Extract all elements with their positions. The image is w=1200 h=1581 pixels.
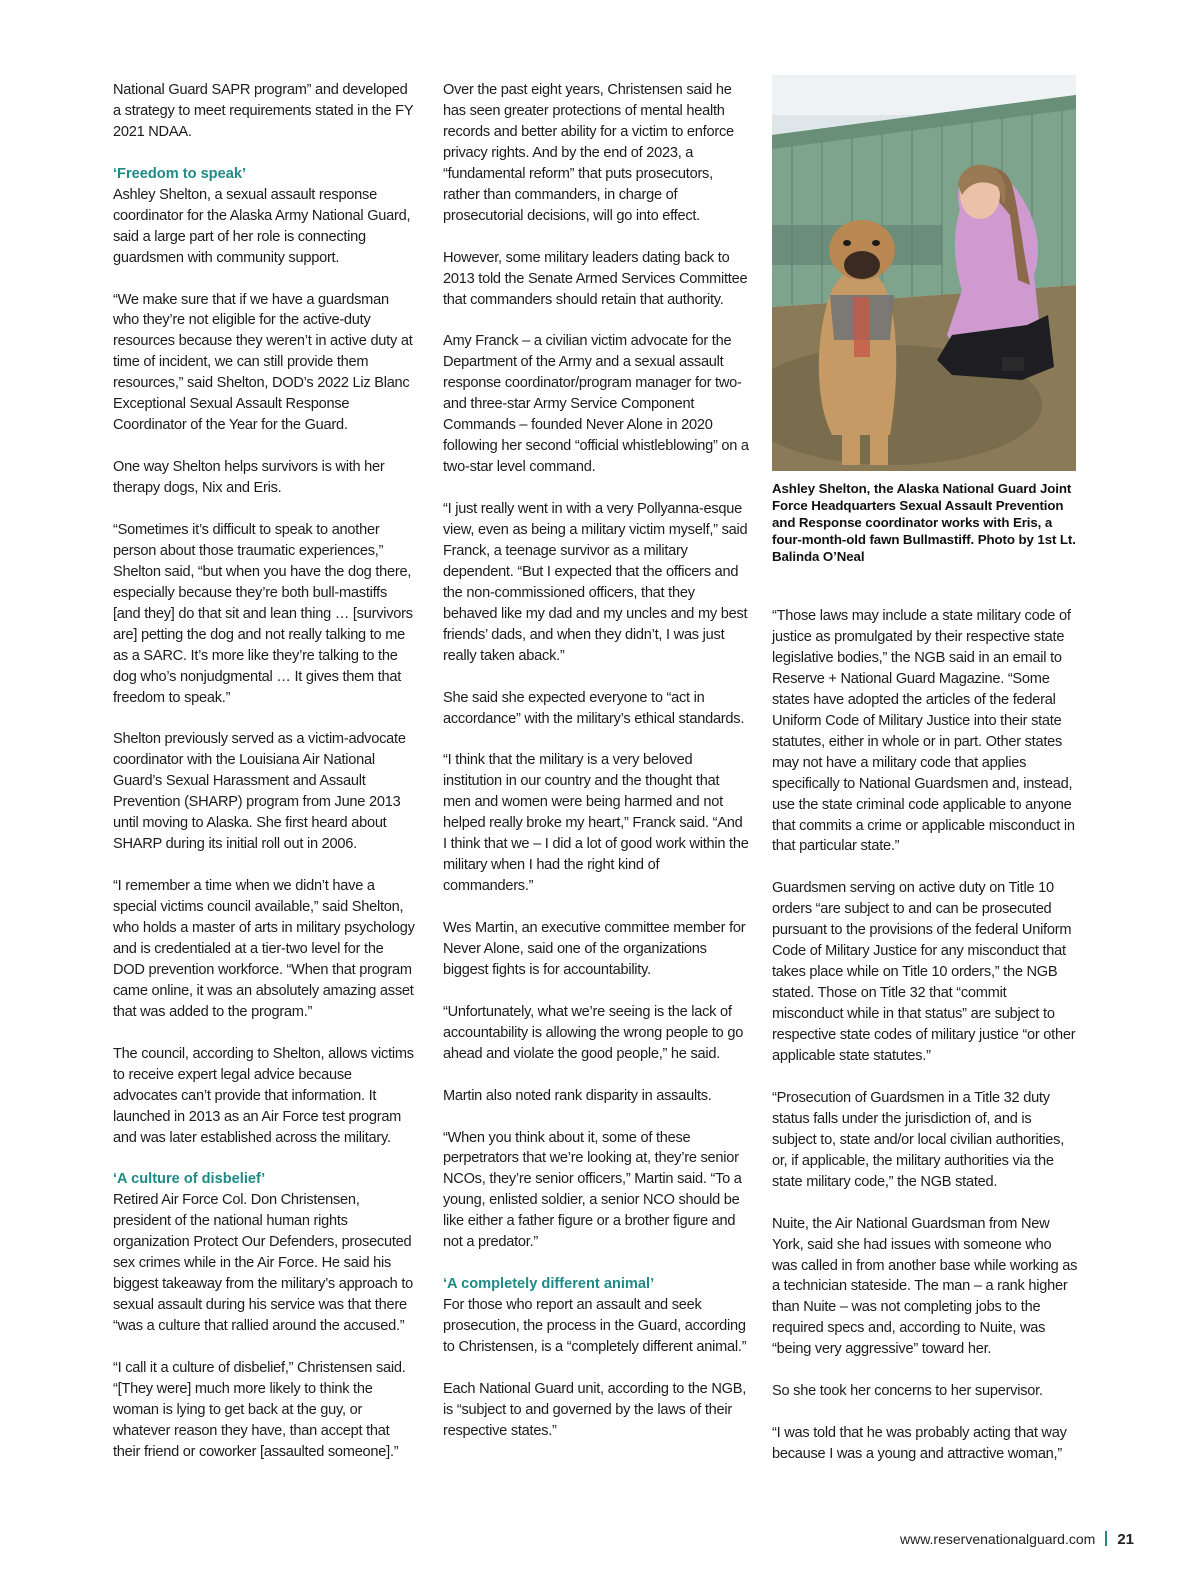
- paragraph: One way Shelton helps survivors is with her therapy dogs, Nix and Eris.: [113, 459, 385, 497]
- woman-with-dog-photo: [772, 75, 1076, 471]
- paragraph: Guardsmen serving on active duty on Title 10 orders “are subject to and can be prosecuted pursuant to the provisions of the federal Uniform Code of Military Justice for any misconduct that takes place while on Title 10 orders,” the NGB stated. Those on Title 32 that “commit misconduct while in that status” are subject to respective state codes of military justice “or other applicable state statutes.”: [772, 880, 1076, 1064]
- paragraph: “Prosecution of Guardsmen in a Title 32 duty status falls under the jurisdiction of, and is subject to, state and/or local civilian authorities, or, if applicable, the military authorities via the state military code,” the NGB stated.: [772, 1089, 1065, 1190]
- article-column-2: [443, 80, 749, 1463]
- paragraph: Martin also noted rank disparity in assaults.: [443, 1087, 712, 1104]
- paragraph: “Unfortunately, what we’re seeing is the lack of accountability is allowing the wrong people to go ahead and violate the good people,” he said.: [443, 1003, 744, 1062]
- paragraph: Wes Martin, an executive committee member for Never Alone, said one of the organizations biggest fights is for accountability.: [443, 920, 746, 978]
- paragraph: Each National Guard unit, according to the NGB, is “subject to and governed by the laws of their respective states.”: [443, 1380, 746, 1439]
- article-column-3: [772, 606, 1078, 1486]
- section-heading: ‘Freedom to speak’: [113, 165, 247, 182]
- paragraph: “When you think about it, some of these perpetrators that we’re looking at, they’re senior NCOs, they’re senior officers,” Martin said. “To a young, enlisted soldier, a senior NCO should be like either a father figure or a brother figure and not a predator.”: [443, 1129, 742, 1251]
- section-heading: ‘A completely different animal’: [443, 1276, 655, 1293]
- paragraph: Over the past eight years, Christensen said he has seen greater protections of mental health records and better ability for a victim to enforce privacy rights. And by the end of 2023, a “fundamental reform” that puts prosecutors, rather than commanders, in charge of prosecutorial decisions, will go into effect.: [443, 82, 734, 224]
- article-photo: [772, 75, 1076, 471]
- page-number: 21: [1117, 1531, 1134, 1548]
- website-url: www.reservenationalguard.com: [899, 1531, 1096, 1547]
- section-heading: ‘A culture of disbelief’: [113, 1171, 266, 1188]
- paragraph: Ashley Shelton, a sexual assault response coordinator for the Alaska Army National Guard, said a large part of her role is connecting guardsmen with community support.: [113, 186, 411, 266]
- paragraph: “I remember a time when we didn’t have a special victims council available,” said Shelton, who holds a master of arts in military psychology and is credentialed at a tier-two level for the DOD prevention workforce. “When that program came online, it was an absolutely amazing asset that was added to the program.”: [113, 878, 415, 1020]
- paragraph: “We make sure that if we have a guardsman who they’re not eligible for the active-duty resources because they weren’t in active duty at time of incident, we can still provide them resources,” said Shelton, DOD’s 2022 Liz Blanc Exceptional Sexual Assault Response Coordinator of the Year for the Guard.: [113, 291, 413, 434]
- paragraph: Shelton previously served as a victim-advocate coordinator with the Louisiana Air National Guard’s Sexual Harassment and Assault Prevention (SHARP) program from June 2013 until moving to Alaska. She first heard about SHARP during its initial roll out in 2006.: [113, 731, 406, 853]
- paragraph: “I think that the military is a very beloved institution in our country and the thought that men and women were being harmed and not helped really broke my heart,” Franck said. “And I think that we – I did a lot of good work within the military when I had the right kind of commanders.”: [443, 752, 749, 895]
- paragraph: National Guard SAPR program” and developed a strategy to meet requirements stated in the FY 2021 NDAA.: [113, 82, 414, 140]
- paragraph: Nuite, the Air National Guardsman from New York, said she had issues with someone who was called in from another base while working as a technician stateside. The man – a rank higher than Nuite – was not completing jobs to the required specs and, according to Nuite, was “being very aggressive” toward her.: [772, 1215, 1078, 1358]
- paragraph: Amy Franck – a civilian victim advocate for the Department of the Army and a sexual assault response coordinator/program manager for two- and three-star Army Service Component Commands – founded Never Alone in 2020 following her second “official whistleblowing” on a two-star level command.: [443, 333, 749, 476]
- paragraph: “I call it a culture of disbelief,” Christensen said. “[They were] much more likely to think the woman is lying to get back at the guy, or whatever reason they have, than accept that their friend or coworker [assaulted someone].”: [113, 1360, 406, 1460]
- article-column-1: [113, 80, 417, 1484]
- paragraph: “I was told that he was probably acting that way because I was a young and attractive woman,”: [772, 1425, 1067, 1463]
- paragraph: She said she expected everyone to “act in accordance” with the military’s ethical standards.: [443, 689, 745, 727]
- page-footer: [900, 1531, 1134, 1548]
- paragraph: For those who report an assault and seek prosecution, the process in the Guard, according to Christensen, is a “completely different animal.”: [443, 1297, 747, 1356]
- paragraph: However, some military leaders dating back to 2013 told the Senate Armed Services Committee that commanders should retain that authority.: [443, 249, 748, 308]
- paragraph: “I just really went in with a very Pollyanna-esque view, even as being a military victim myself,” said Franck, a teenage survivor as a military dependent. “But I expected that the officers and the non-commissioned officers, that they behaved like my dad and my uncles and my best friends’ dads, and when they didn’t, I was just really taken aback.”: [443, 501, 748, 664]
- paragraph: “Sometimes it’s difficult to speak to another person about those traumatic experiences,” Shelton said, “but when you have the dog there, especially because they’re both bull-mastiffs [and they] do that sit and lean thing … [survivors are] petting the dog and not really talking to me as a SARC. It’s more like they’re talking to the dog who’s nonjudgmental … It gives them that freedom to speak.”: [113, 521, 413, 706]
- paragraph: “Those laws may include a state military code of justice as promulgated by their respective state legislative bodies,” the NGB said in an email to Reserve + National Guard Magazine. “Some states have adopted the articles of the federal Uniform Code of Military Justice into their state statutes, either in whole or in part. Other states may not have a military code that applies specifically to National Guardsmen and, instead, use the state criminal code applicable to anyone that commits a crime or applicable misconduct in that particular state.”: [772, 608, 1075, 855]
- photo-caption: Ashley Shelton, the Alaska National Guard Joint Force Headquarters Sexual Assault Prevention and Response coordinator works with Eris, a four-month-old fawn Bullmastiff. Photo by 1st Lt. Balinda O’Neal: [772, 481, 1076, 564]
- footer-divider: [1105, 1531, 1107, 1546]
- paragraph: The council, according to Shelton, allows victims to receive expert legal advice because advocates can’t provide that information. It launched in 2013 as an Air Force test program and was later established across the military.: [113, 1045, 414, 1146]
- paragraph: Retired Air Force Col. Don Christensen, president of the national human rights organization Protect Our Defenders, prosecuted sex crimes while in the Air Force. He said his biggest takeaway from the military’s approach to sexual assault during his service was that there “was a culture that rallied around the accused.”: [113, 1192, 414, 1335]
- paragraph: So she took her concerns to her supervisor.: [772, 1383, 1043, 1400]
